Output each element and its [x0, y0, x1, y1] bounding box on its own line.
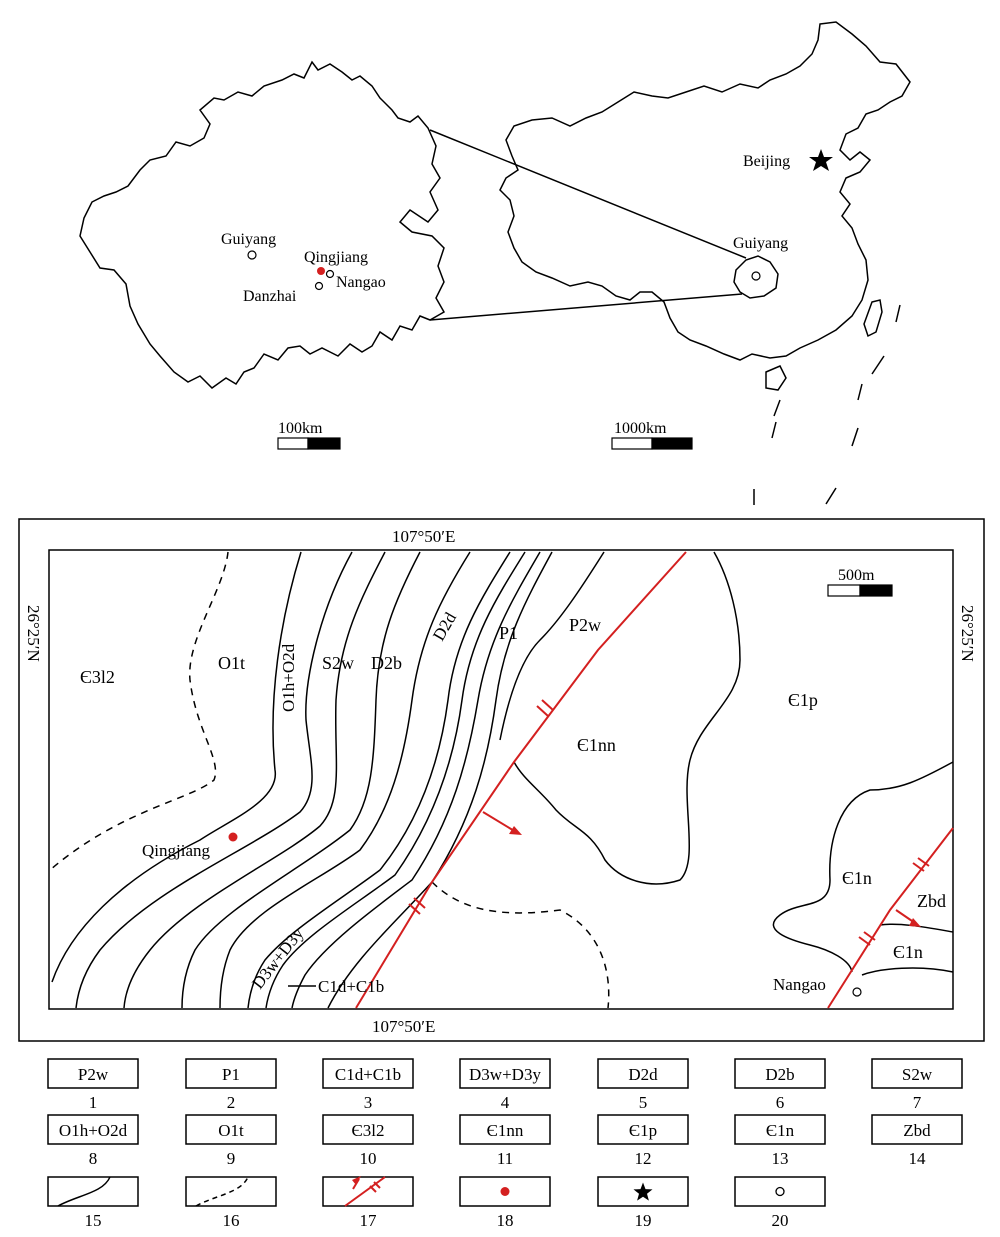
sea-dash-3 [858, 384, 862, 400]
scale-guizhou-black [308, 438, 340, 449]
legend-item [323, 1059, 413, 1112]
unit-e3l2: Є3l2 [80, 667, 115, 687]
unit-o1t: O1t [218, 653, 245, 673]
legend-number: 15 [84, 1211, 102, 1230]
legend-symbol [598, 1177, 688, 1230]
legend-symbol [460, 1177, 550, 1230]
unit-c1d-c1b: C1d+C1b [318, 977, 385, 996]
nangao-site-icon [853, 988, 861, 996]
nangao-marker-icon [327, 271, 334, 278]
legend-label: O1h+O2d [58, 1121, 128, 1140]
qingjiang-site-label: Qingjiang [142, 841, 210, 860]
sea-dash-4 [852, 428, 858, 446]
legend-box [323, 1177, 413, 1206]
lat-right-label: 26°25′N [958, 605, 977, 662]
legend-number: 19 [634, 1211, 652, 1230]
qingjiang-site-icon [229, 833, 238, 842]
legend-number: 11 [496, 1149, 514, 1168]
legend-label: C1d+C1b [334, 1065, 402, 1084]
fault-ticks [409, 700, 929, 945]
legend-item [598, 1115, 688, 1168]
unit-e1n-a: Є1n [842, 868, 872, 888]
connector-line-bottom [430, 294, 742, 320]
hainan-outline [766, 366, 786, 390]
legend-label: D2b [765, 1065, 795, 1084]
legend-number: 17 [359, 1211, 377, 1230]
scale-geomap-label: 500m [838, 567, 875, 584]
scale-guizhou-white [278, 438, 308, 449]
taiwan-outline [864, 300, 882, 336]
guizhou-outline [80, 62, 444, 388]
scale-china-label: 1000km [614, 420, 667, 437]
guiyang-label: Guiyang [221, 231, 277, 248]
lon-top-label: 107°50′E [392, 527, 456, 546]
e1n-lower-boundary-2 [862, 968, 953, 975]
beijing-label: Beijing [743, 153, 791, 170]
boundary-1 [52, 552, 301, 982]
scale-guizhou-label: 100km [278, 420, 323, 437]
guizhou-map [80, 62, 444, 449]
legend-label: D2d [628, 1065, 658, 1084]
unit-e1n-b: Є1n [893, 942, 923, 962]
red-dot-icon [501, 1187, 510, 1196]
legend-symbol [735, 1177, 825, 1230]
legend-item [735, 1059, 825, 1112]
legend-number: 8 [88, 1149, 98, 1168]
scale-geomap-black [860, 585, 892, 596]
scale-geomap-white [828, 585, 860, 596]
legend-number: 3 [363, 1093, 373, 1112]
boundary-3 [124, 552, 385, 1008]
unit-e1nn: Є1nn [577, 735, 616, 755]
legend-label: S2w [901, 1065, 933, 1084]
legend-number: 18 [496, 1211, 514, 1230]
legend-item [48, 1059, 138, 1112]
unit-p1: P1 [499, 623, 519, 643]
unit-e1p: Є1p [788, 690, 818, 710]
danzhai-label: Danzhai [243, 288, 297, 305]
legend-label: Zbd [903, 1121, 931, 1140]
legend-label: Є1nn [486, 1121, 524, 1140]
legend-item [460, 1059, 550, 1112]
unit-d2b: D2b [371, 653, 402, 673]
unit-p2w: P2w [569, 615, 602, 635]
scale-china-white [612, 438, 652, 449]
legend-item [186, 1059, 276, 1112]
legend-number: 7 [912, 1093, 922, 1112]
legend-symbol [48, 1177, 138, 1230]
main-fault-line [356, 552, 686, 1008]
legend-symbol [186, 1177, 276, 1230]
legend-number: 10 [359, 1149, 377, 1168]
lat-left-label: 26°25′N [24, 605, 43, 662]
legend-number: 20 [771, 1211, 789, 1230]
sea-dash-8 [826, 488, 836, 504]
legend-label: O1t [218, 1121, 244, 1140]
legend-item [48, 1115, 138, 1168]
scale-china-black [652, 438, 692, 449]
lon-bottom-label: 107°50′E [372, 1017, 436, 1036]
legend-number: 4 [500, 1093, 510, 1112]
legend [48, 1059, 962, 1230]
open-circle-icon [776, 1188, 784, 1196]
legend-label: P1 [222, 1065, 240, 1084]
qingjiang-label: Qingjiang [304, 249, 368, 266]
legend-item [735, 1115, 825, 1168]
legend-number: 14 [908, 1149, 926, 1168]
legend-number: 12 [634, 1149, 652, 1168]
boundary-5 [220, 552, 470, 1008]
legend-number: 5 [638, 1093, 648, 1112]
beijing-star-icon [809, 149, 833, 171]
dashed-boundary-south [432, 882, 609, 1008]
sea-dash-2 [872, 356, 884, 374]
china-guiyang-label: Guiyang [733, 235, 789, 252]
china-map [500, 22, 910, 505]
legend-label: D3w+D3y [469, 1065, 541, 1084]
legend-item [598, 1059, 688, 1112]
legend-item [186, 1115, 276, 1168]
nangao-label: Nangao [336, 274, 386, 291]
legend-label: Є1p [628, 1121, 658, 1140]
sea-dash-5 [774, 400, 780, 416]
sea-dash-1 [896, 305, 900, 322]
legend-item [460, 1115, 550, 1168]
danzhai-marker-icon [316, 283, 323, 290]
legend-symbol [323, 1176, 413, 1230]
unit-s2w: S2w [322, 653, 355, 673]
china-guiyang-marker-icon [752, 272, 760, 280]
legend-label: Є3l2 [351, 1121, 385, 1140]
legend-item [323, 1115, 413, 1168]
legend-number: 9 [226, 1149, 236, 1168]
legend-item [872, 1059, 962, 1112]
legend-label: P2w [77, 1065, 109, 1084]
legend-number: 2 [226, 1093, 236, 1112]
legend-item [872, 1115, 962, 1168]
unit-zbd: Zbd [917, 891, 946, 911]
geological-map [19, 519, 984, 1041]
nangao-site-label: Nangao [773, 975, 826, 994]
unit-d3w-d3y: D3w+D3y [248, 924, 308, 993]
guiyang-marker-icon [248, 251, 256, 259]
unit-o1h-o2d: O1h+O2d [279, 643, 298, 712]
legend-number: 16 [222, 1211, 240, 1230]
east-fault-line [828, 828, 953, 1008]
legend-label: Є1n [765, 1121, 795, 1140]
unit-d2d: D2d [429, 609, 461, 644]
legend-number: 1 [88, 1093, 98, 1112]
sea-dash-6 [772, 422, 776, 438]
connector-line-top [430, 130, 746, 258]
qingjiang-marker-icon [317, 267, 325, 275]
dashed-boundary-west [50, 552, 228, 870]
legend-number: 6 [775, 1093, 785, 1112]
legend-number: 13 [771, 1149, 789, 1168]
